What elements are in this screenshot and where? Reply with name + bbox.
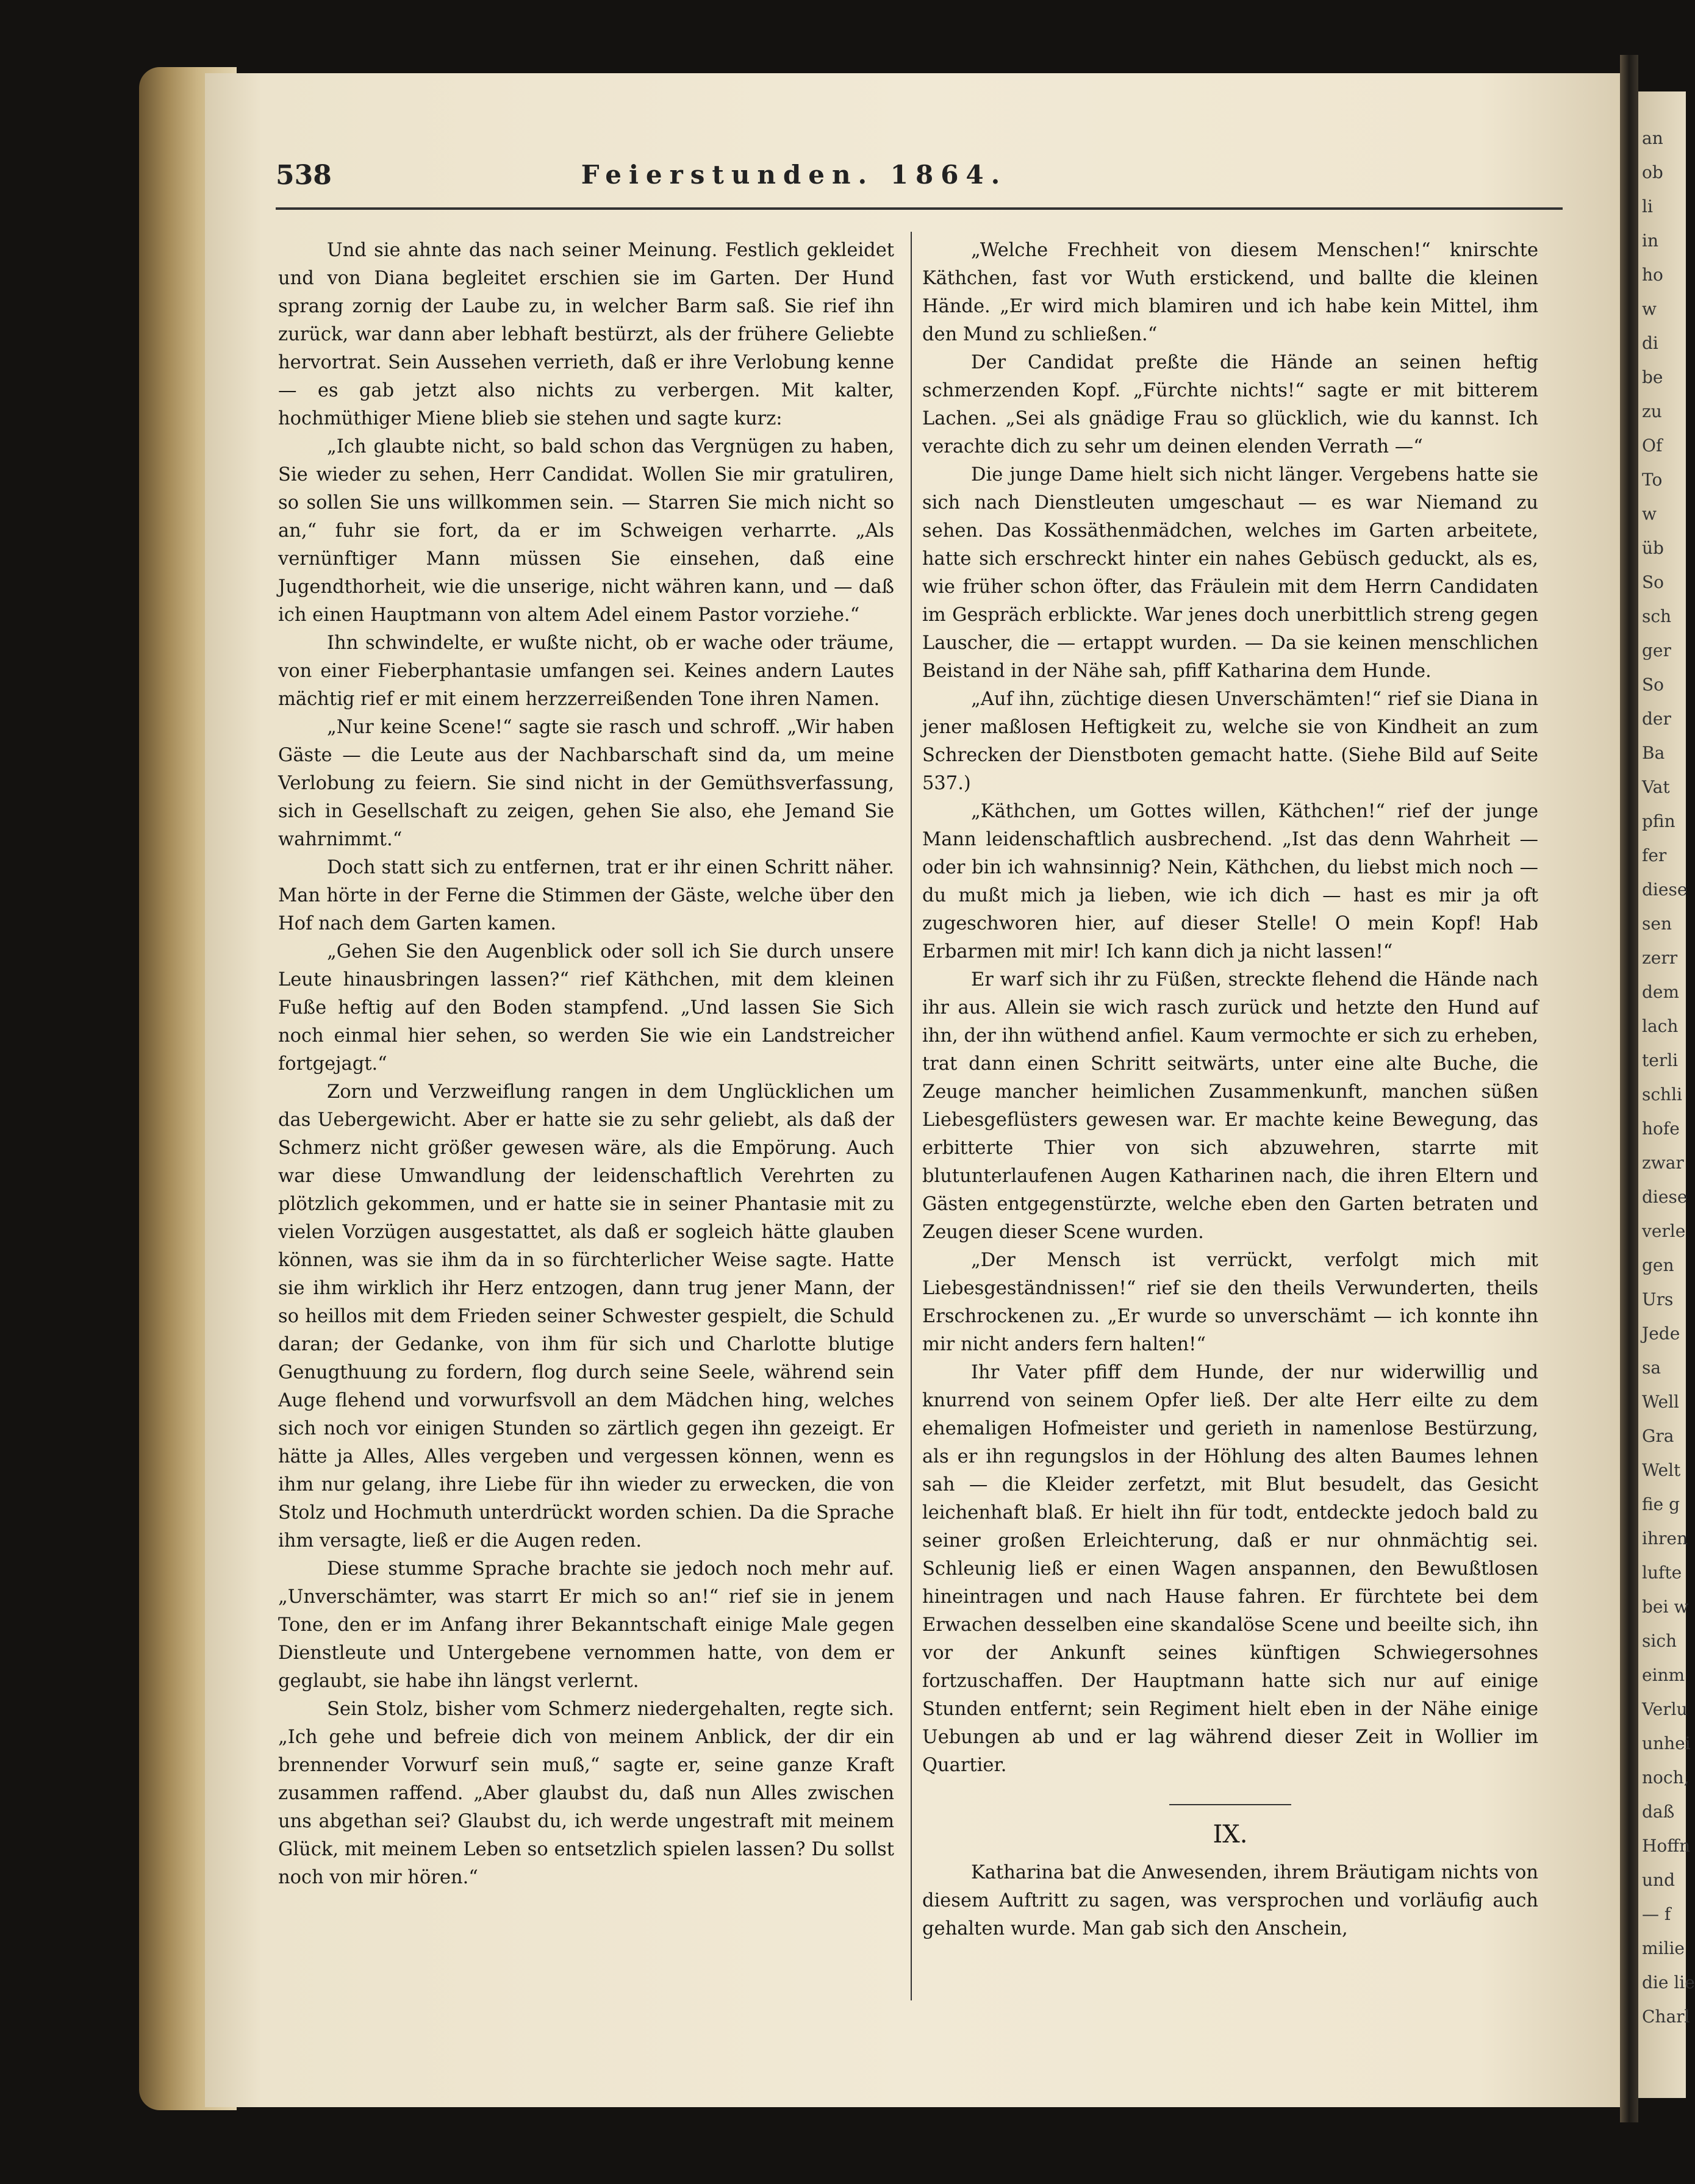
header-rule — [276, 207, 1563, 210]
paragraph: Und sie ahnte das nach seiner Meinung. Festlich gekleidet und von Diana begleitet erschien sie im Garten. Der Hund sprang zornig der Laube zu, in welcher Barm saß. Sie rief ihn zurück, war dann aber lebhaft bestürzt, als der frühere Geliebte hervortrat. Sein Aussehen verrieth, daß er ihre Verlobung kenne — es gab jetzt also nichts zu verbergen. Mit kalter, hochmüthiger Miene blieb sie stehen und sagte kurz: — [278, 240, 894, 429]
paragraph: Katharina bat die Anwesenden, ihrem Bräutigam nichts von diesem Auftritt zu sagen, was versprochen und vorläufig auch gehalten wurde. Man gab sich den Anschein, — [922, 1862, 1538, 1939]
facing-page-fragment: w — [1642, 299, 1657, 319]
facing-page-fragment: die lie — [1642, 1972, 1695, 1992]
facing-page-fragment: zwar — [1642, 1153, 1684, 1173]
facing-page-fragment: Welt — [1642, 1460, 1681, 1480]
facing-page-fragment: terli — [1642, 1050, 1679, 1070]
facing-page-fragment: fer — [1642, 845, 1667, 865]
facing-page-fragment: w — [1642, 504, 1657, 524]
facing-page-fragment: einm — [1642, 1665, 1685, 1685]
facing-page-fragment: diese — [1642, 879, 1688, 900]
facing-page-fragment: Urs — [1642, 1289, 1674, 1309]
facing-page-fragment: schli — [1642, 1084, 1682, 1105]
section-paragraphs — [922, 1859, 1538, 1943]
right-column-paragraphs — [922, 237, 1538, 1780]
facing-page-fragment: — f — [1642, 1904, 1671, 1924]
facing-page-fragment: Of — [1642, 435, 1663, 456]
facing-page-fragment: sich — [1642, 1631, 1677, 1651]
paragraph: Doch statt sich zu entfernen, trat er ihr einen Schritt näher. Man hörte in der Ferne die Stimmen der Gäste, welche über den Hof nach dem Garten kamen. — [278, 857, 894, 934]
facing-page-fragment: sa — [1642, 1358, 1661, 1378]
facing-page-fragment: So — [1642, 572, 1665, 592]
facing-page-fragment: der — [1642, 709, 1671, 729]
facing-page-fragment: milie — [1642, 1938, 1685, 1958]
facing-page-fragment: ho — [1642, 265, 1663, 285]
facing-page-fragment: an — [1642, 128, 1663, 148]
paragraph: Die junge Dame hielt sich nicht länger. Vergebens hatte sie sich nach Dienstleuten umgeschaut — es war Niemand zu sehen. Das Kossäthenmädchen, welches im Garten arbeitete, hatte sich erschreckt hinter ein nahes Gebüsch geduckt, als es, wie früher schon öfter, das Fräulein mit dem Herrn Candidaten im Gespräch erblickte. War jenes doch unerbittlich streng gegen Lauscher, die — ertappt wurden. — Da sie keinen menschlichen Beistand in der Nähe sah, pfiff Katharina dem Hunde. — [922, 464, 1538, 682]
facing-page-fragment: sch — [1642, 606, 1672, 626]
facing-page-fragment: Gra — [1642, 1426, 1674, 1446]
paragraph: Der Candidat preßte die Hände an seinen heftig schmerzenden Kopf. „Fürchte nichts!“ sagte er mit bitterem Lachen. „Sei als gnädige Frau so glücklich, wie du kannst. Ich verachte dich zu sehr um deinen elenden Verrath —“ — [922, 352, 1538, 457]
header-title: Feierstunden. 1864. — [581, 160, 1008, 190]
paragraph: Diese stumme Sprache brachte sie jedoch noch mehr auf. „Unverschämter, was starrt Er mich so an!“ rief sie in jenem Tone, den er im Anfang ihrer Bekanntschaft einige Male gegen Dienstleute und Untergebene vernommen hatte, von dem er geglaubt, sie habe ihn längst verlernt. — [278, 1558, 894, 1692]
paragraph: Er warf sich ihr zu Füßen, streckte flehend die Hände nach ihr aus. Allein sie wich rasch zurück und hetzte den Hund auf ihn, der ihn wüthend anfiel. Kaum vermochte er sich zu erheben, trat dann einen Schritt seitwärts, unter eine alte Buche, die Zeuge mancher heimlichen Zusammenkunft, manchen süßen Liebesgeflüsters gewesen war. Er machte keine Bewegung, das erbitterte Thier von sich abzuwehren, starrte mit blutunterlaufenen Augen Katharinen nach, die ihren Eltern und Gästen entgegenstürzte, welche eben den Garten betraten und Zeugen dieser Scene wurden. — [922, 969, 1538, 1243]
facing-page-fragment: üb — [1642, 538, 1664, 558]
facing-page-fragment: Vat — [1642, 777, 1670, 797]
facing-page-fragment: ger — [1642, 640, 1671, 661]
facing-page-fragment: diese — [1642, 1187, 1688, 1207]
section-rule — [1169, 1804, 1291, 1805]
paragraph: „Nur keine Scene!“ sagte sie rasch und schroff. „Wir haben Gäste — die Leute aus der Nachbarschaft sind da, um meine Verlobung zu feiern. Sie sind nicht in der Gemüthsverfassung, sich in Gesellschaft zu zeigen, gehen Sie also, ehe Jemand Sie wahrnimmt.“ — [278, 717, 894, 850]
column-separator — [911, 232, 912, 2000]
paragraph: „Käthchen, um Gottes willen, Käthchen!“ rief der junge Mann leidenschaftlich ausbrechend. „Ist das denn Wahrheit — oder bin ich wahnsinnig? Nein, Käthchen, du liebst mich noch — du mußt mich ja lieben, wie ich dich — hast es mir ja oft zugeschworen hier, auf dieser Stelle! O mein Kopf! Hab Erbarmen mit mir! Ich kann dich ja nicht lassen!“ — [922, 801, 1538, 962]
facing-page-fragment: noch, — [1642, 1767, 1690, 1788]
facing-page-fragment: lufte — [1642, 1563, 1682, 1583]
facing-page-fragment: lach — [1642, 1016, 1679, 1036]
facing-page-fragment: hofe — [1642, 1119, 1680, 1139]
facing-page-fragment: unhei — [1642, 1733, 1691, 1753]
facing-page-fragment: So — [1642, 675, 1665, 695]
book-gutter — [1620, 55, 1638, 2122]
paragraph: Ihn schwindelte, er wußte nicht, ob er wache oder träume, von einer Fieberphantasie umfangen sei. Keines andern Lautes mächtig rief er mit einem herzzerreißenden Tone ihren Namen. — [278, 632, 894, 710]
facing-page-fragment: Jede — [1642, 1323, 1680, 1344]
facing-page-fragment: fie g — [1642, 1494, 1680, 1514]
facing-page-fragment: pfin — [1642, 811, 1675, 831]
facing-page-fragment: Ba — [1642, 743, 1665, 763]
facing-page-fragment: zu — [1642, 401, 1662, 421]
paragraph: Sein Stolz, bisher vom Schmerz niedergehalten, regte sich. „Ich gehe und befreie dich von meinem Anblick, der dir ein brennender Vorwurf sein muß,“ sagte er, seine ganze Kraft zusammen raffend. „Aber glaubst du, daß nun Alles zwischen uns abgethan sei? Glaubst du, ich werde ungestraft mit meinem Glück, mit meinem Leben so entsetzlich spielen lassen? Du sollst noch von mir hören.“ — [278, 1699, 894, 1888]
page-number: 538 — [276, 160, 332, 191]
paragraph: „Der Mensch ist verrückt, verfolgt mich mit Liebesgeständnissen!“ rief sie den theils Verwunderten, theils Erschrockenen zu. „Er wurde so unverschämt — ich konnte ihn mir nicht anders fern halten!“ — [922, 1250, 1538, 1355]
facing-page-fragment: und — [1642, 1870, 1675, 1890]
facing-page-fragment: Well — [1642, 1392, 1679, 1412]
paragraph: „Welche Frechheit von diesem Menschen!“ knirschte Käthchen, fast vor Wuth erstickend, und ballte die kleinen Hände. „Er wird mich blamiren und ich habe kein Mittel, ihm den Mund zu schließen.“ — [922, 240, 1538, 345]
paragraph: Zorn und Verzweiflung rangen in dem Unglücklichen um das Uebergewicht. Aber er hatte sie zu sehr geliebt, als daß der Schmerz nicht größer gewesen wäre, als die Empörung. Auch war diese Umwandlung der leidenschaftlich Verehrten zu plötzlich gekommen, und er hatte sie in seiner Phantasie mit zu vielen Vorzügen ausgestattet, als daß er sogleich hätte glauben können, was sie ihm da in so fürchterlicher Weise sagte. Hatte sie ihm wirklich ihr Herz entzogen, dann trug jener Mann, der so heillos mit dem Frieden seiner Schwester gespielt, die Schuld daran; der Gedanke, von ihm für sich und Charlotte blutige Genugthuung zu fordern, flog durch seine Seele, während sein Auge flehend und vorwurfsvoll an dem Mädchen hing, welches sich noch vor einigen Stunden so zärtlich gegen ihn gezeigt. Er hätte ja Alles, Alles vergeben und vergessen können, wenn es ihm nur gelang, ihre Liebe für ihn wieder zu erwecken, die von Stolz und Hochmuth unterdrückt worden schien. Da die Sprache ihm versagte, ließ er die Augen reden. — [278, 1081, 894, 1552]
facing-page-fragment: verle — [1642, 1221, 1686, 1241]
running-head — [276, 160, 1313, 196]
paragraph: „Gehen Sie den Augenblick oder soll ich Sie durch unsere Leute hinausbringen lassen?“ rief Käthchen, mit dem kleinen Fuße heftig auf den Boden stampfend. „Und lassen Sie Sich noch einmal hier sehen, so werden Sie wie ein Landstreicher fortgejagt.“ — [278, 941, 894, 1075]
facing-page-fragment: daß — [1642, 1802, 1675, 1822]
facing-page-fragment: bei w — [1642, 1597, 1689, 1617]
facing-page-fragment: in — [1642, 231, 1658, 251]
paragraph: „Auf ihn, züchtige diesen Unverschämten!“ rief sie Diana in jener maßlosen Heftigkeit zu, welche sie von Kindheit an zum Schrecken der Dienstboten gemacht hatte. (Siehe Bild auf Seite 537.) — [922, 689, 1538, 794]
facing-page-fragment: li — [1642, 196, 1653, 217]
left-column — [278, 237, 894, 1892]
facing-page-fragment: Hoffn — [1642, 1836, 1691, 1856]
right-column — [922, 237, 1538, 1943]
facing-page-fragment: Verlu — [1642, 1699, 1688, 1719]
facing-page-fragment: dem — [1642, 982, 1680, 1002]
paragraph: Ihr Vater pfiff dem Hunde, der nur widerwillig und knurrend von seinem Opfer ließ. Der alte Herr eilte zu dem ehemaligen Hofmeister und gerieth in namenlose Bestürzung, als er ihn regungslos in der Höhlung des alten Baumes lehnen sah — die Kleider zerfetzt, mit Blut besudelt, das Gesicht leichenhaft blaß. Er hielt ihn für todt, entdeckte jedoch bald zu seiner großen Erleichterung, daß er nur ohnmächtig sei. Schleunig ließ er einen Wagen anspannen, den Bewußtlosen hineintragen und nach Hause fahren. Er fürchtete bei dem Erwachen desselben eine skandalöse Scene und beeilte sich, ihn vor der Ankunft seines künftigen Schwiegersohnes fortzuschaffen. Der Hauptmann hatte sich nur auf einige Stunden entfernt; sein Regiment hielt eben in der Nähe einige Uebungen ab und er lag während dieser Zeit in Wollier im Quartier. — [922, 1362, 1538, 1776]
facing-page-fragment: be — [1642, 367, 1663, 387]
facing-page-fragment: zerr — [1642, 948, 1678, 968]
facing-page-fragment: gen — [1642, 1255, 1674, 1275]
facing-page-fragment: Charl — [1642, 2007, 1690, 2027]
section-number: IX. — [1213, 1821, 1248, 1849]
facing-page-fragment: di — [1642, 333, 1658, 353]
facing-page-fragment: ihren — [1642, 1528, 1688, 1548]
facing-page-fragment: sen — [1642, 914, 1672, 934]
paragraph: „Ich glaubte nicht, so bald schon das Vergnügen zu haben, Sie wieder zu sehen, Herr Candidat. Wollen Sie mir gratuliren, so sollen Sie uns willkommen sein. — Starren Sie mich nicht so an,“ fuhr sie fort, da er im Schweigen verharrte. „Als vernünftiger Mann müssen Sie einsehen, daß eine Jugendthorheit, wie die unserige, nicht währen kann, und — daß ich einen Hauptmann von altem Adel einem Pastor vorziehe.“ — [278, 436, 894, 626]
facing-page-fragment: ob — [1642, 162, 1663, 182]
facing-page-edge — [1638, 91, 1695, 2098]
facing-page-fragment: To — [1642, 470, 1663, 490]
